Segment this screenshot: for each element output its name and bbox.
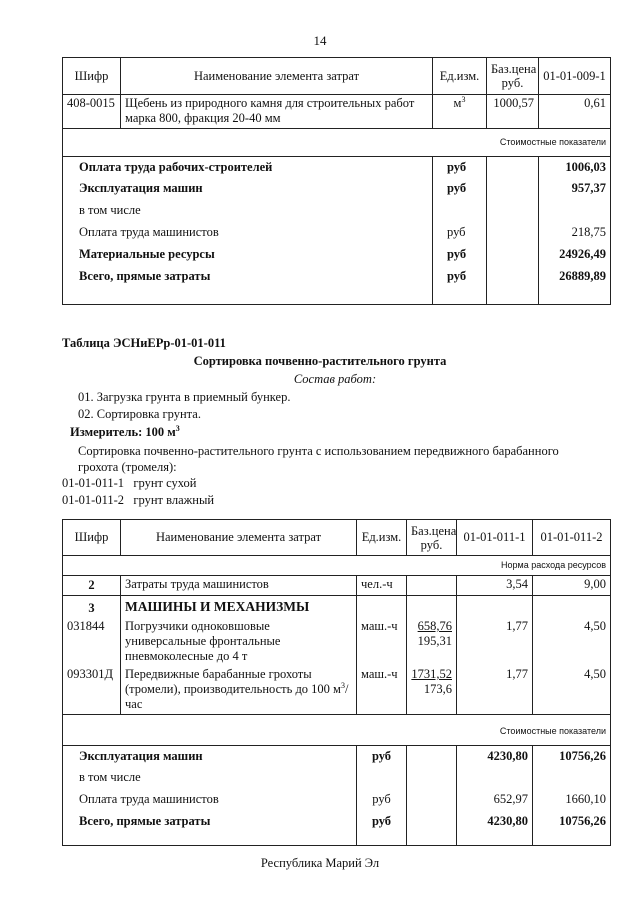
machine-code: 093301Д	[63, 666, 121, 715]
table-row	[63, 157, 611, 181]
machine-v1: 1,77	[457, 666, 533, 715]
cost-name: Оплата труда рабочих-строителей	[63, 157, 433, 181]
material-price: 1000,57	[487, 95, 539, 129]
labor-unit: чел.-ч	[357, 576, 407, 596]
labor-v1: 3,54	[457, 576, 533, 596]
machine-name	[121, 666, 357, 715]
machine-price-bottom: 173,6	[423, 682, 452, 696]
machine-v1: 1,77	[457, 618, 533, 666]
cost-v1: 4230,80	[457, 813, 533, 835]
machine-code: 031844	[63, 618, 121, 666]
cost-name: в том числе	[63, 769, 357, 791]
machine-unit: маш.-ч	[357, 666, 407, 715]
table-row	[63, 791, 611, 813]
machines-code: 3	[63, 596, 121, 619]
table2-norm-row	[63, 556, 611, 576]
table2-caption-row	[63, 715, 611, 740]
work-item: 02. Сортировка грунта.	[78, 407, 201, 421]
material-value: 0,61	[539, 95, 611, 129]
work-item: 01. Загрузка грунта в приемный бункер.	[78, 390, 291, 404]
cost-unit: руб	[433, 268, 487, 290]
cost-value: 24926,49	[539, 246, 611, 268]
machine-price-bottom: 195,31	[417, 634, 452, 648]
header-name: Наименование элемента затрат	[121, 520, 357, 556]
meter-label-sup: 3	[175, 423, 180, 433]
material-unit	[433, 95, 487, 129]
cost-value: 218,75	[539, 224, 611, 246]
works-caption: Состав работ:	[293, 372, 377, 386]
machine-name: Погрузчики одноковшовые универсальные фронтальные пневмоколесные до 4 т	[121, 618, 357, 666]
meter-label-text: Измеритель: 100 м	[70, 425, 176, 439]
header-code: Шифр	[63, 520, 121, 556]
machine-price-top: 658,76	[417, 619, 452, 633]
table-row	[63, 95, 611, 129]
material-code: 408-0015	[63, 95, 121, 129]
variant-item	[62, 493, 214, 508]
cost-table-2	[62, 519, 611, 846]
cost-name: Эксплуатация машин	[63, 180, 433, 202]
header-base-price	[407, 520, 457, 556]
cost-v2: 10756,26	[533, 746, 611, 770]
header-unit: Ед.изм.	[357, 520, 407, 556]
cost-unit: руб	[357, 746, 407, 770]
cost-v2: 1660,10	[533, 791, 611, 813]
variant-item	[62, 476, 197, 491]
header-col2: 01-01-011-2	[533, 520, 611, 556]
cost-value: 26889,89	[539, 268, 611, 290]
table-row	[63, 769, 611, 791]
table-row	[63, 746, 611, 770]
table-row	[63, 576, 611, 596]
cost-name: Всего, прямые затраты	[63, 268, 433, 290]
table2-header-row	[63, 520, 611, 556]
machine-unit: маш.-ч	[357, 618, 407, 666]
cost-name: Всего, прямые затраты	[63, 813, 357, 835]
material-name: Щебень из природного камня для строительных работ марка 800, фракция 20-40 мм	[121, 95, 433, 129]
cost-v1: 4230,80	[457, 746, 533, 770]
machine-v2: 4,50	[533, 618, 611, 666]
variant-name: грунт сухой	[133, 476, 197, 490]
cost-unit: руб	[433, 246, 487, 268]
cost-v2: 10756,26	[533, 813, 611, 835]
cost-name: Оплата труда машинистов	[63, 791, 357, 813]
cost-value: 1006,03	[539, 157, 611, 181]
header-base-price-line1: Баз.цена	[491, 62, 537, 76]
norm-caption: Норма расхода ресурсов	[63, 556, 611, 576]
cost-name: в том числе	[63, 202, 433, 224]
table2-cost-caption: Стоимостные показатели	[63, 715, 611, 740]
table-label: Таблица ЭСНиЕРр-01-01-011	[62, 336, 226, 350]
meter-label	[70, 425, 180, 440]
cost-unit: руб	[357, 813, 407, 835]
cost-name: Материальные ресурсы	[63, 246, 433, 268]
labor-name: Затраты труда машинистов	[121, 576, 357, 596]
page-number: 14	[313, 33, 327, 48]
table-row	[63, 596, 611, 619]
table-row	[63, 224, 611, 246]
material-unit-text: м	[453, 96, 462, 110]
cost-unit: руб	[433, 157, 487, 181]
labor-v2: 9,00	[533, 576, 611, 596]
variant-code: 01-01-011-2	[62, 493, 125, 507]
table-row	[63, 202, 611, 224]
cost-unit: руб	[433, 224, 487, 246]
table-row	[63, 618, 611, 666]
machine-price	[407, 618, 457, 666]
machine-name-sup: 3	[340, 680, 345, 690]
labor-code: 2	[63, 576, 121, 596]
section-description: Сортировка почвенно-растительного грунта с использованием передвижного барабанного грохота (тромеля):	[78, 444, 559, 474]
cost-unit: руб	[357, 791, 407, 813]
variant-name: грунт влажный	[133, 493, 215, 507]
section-title: Сортировка почвенно-растительного грунта	[193, 354, 447, 368]
table-row	[63, 666, 611, 715]
header-base-price-line1: Баз.цена	[411, 523, 457, 538]
header-base-price	[487, 58, 539, 95]
machine-v2: 4,50	[533, 666, 611, 715]
header-name: Наименование элемента затрат	[121, 58, 433, 95]
cost-name: Оплата труда машинистов	[63, 224, 433, 246]
table-row	[63, 246, 611, 268]
variant-code: 01-01-011-1	[62, 476, 125, 490]
cost-name: Эксплуатация машин	[63, 746, 357, 770]
material-unit-sup: 3	[461, 94, 466, 104]
header-code: Шифр	[63, 58, 121, 95]
header-unit: Ед.изм.	[433, 58, 487, 95]
machine-name-tail: /час	[125, 682, 349, 711]
page-footer: Республика Марий Эл	[260, 856, 380, 870]
table1-cost-caption: Стоимостные показатели	[63, 129, 611, 151]
table-row	[63, 813, 611, 835]
header-col1: 01-01-009-1	[539, 58, 611, 95]
header-base-price-line2: руб.	[420, 537, 443, 552]
table1-caption-row	[63, 129, 611, 151]
cost-value: 957,37	[539, 180, 611, 202]
cost-v1: 652,97	[457, 791, 533, 813]
cost-unit: руб	[433, 180, 487, 202]
machine-price-top: 1731,52	[411, 667, 452, 681]
header-col1: 01-01-011-1	[457, 520, 533, 556]
table-row	[63, 268, 611, 290]
header-base-price-line2: руб.	[501, 76, 524, 90]
machine-name-text: Передвижные барабанные грохоты (тромели), производительность до 100 м	[125, 667, 341, 696]
machines-header: МАШИНЫ И МЕХАНИЗМЫ	[121, 596, 357, 619]
cost-table-1	[62, 57, 611, 305]
table-row	[63, 180, 611, 202]
machine-price	[407, 666, 457, 715]
table1-header-row	[63, 58, 611, 95]
